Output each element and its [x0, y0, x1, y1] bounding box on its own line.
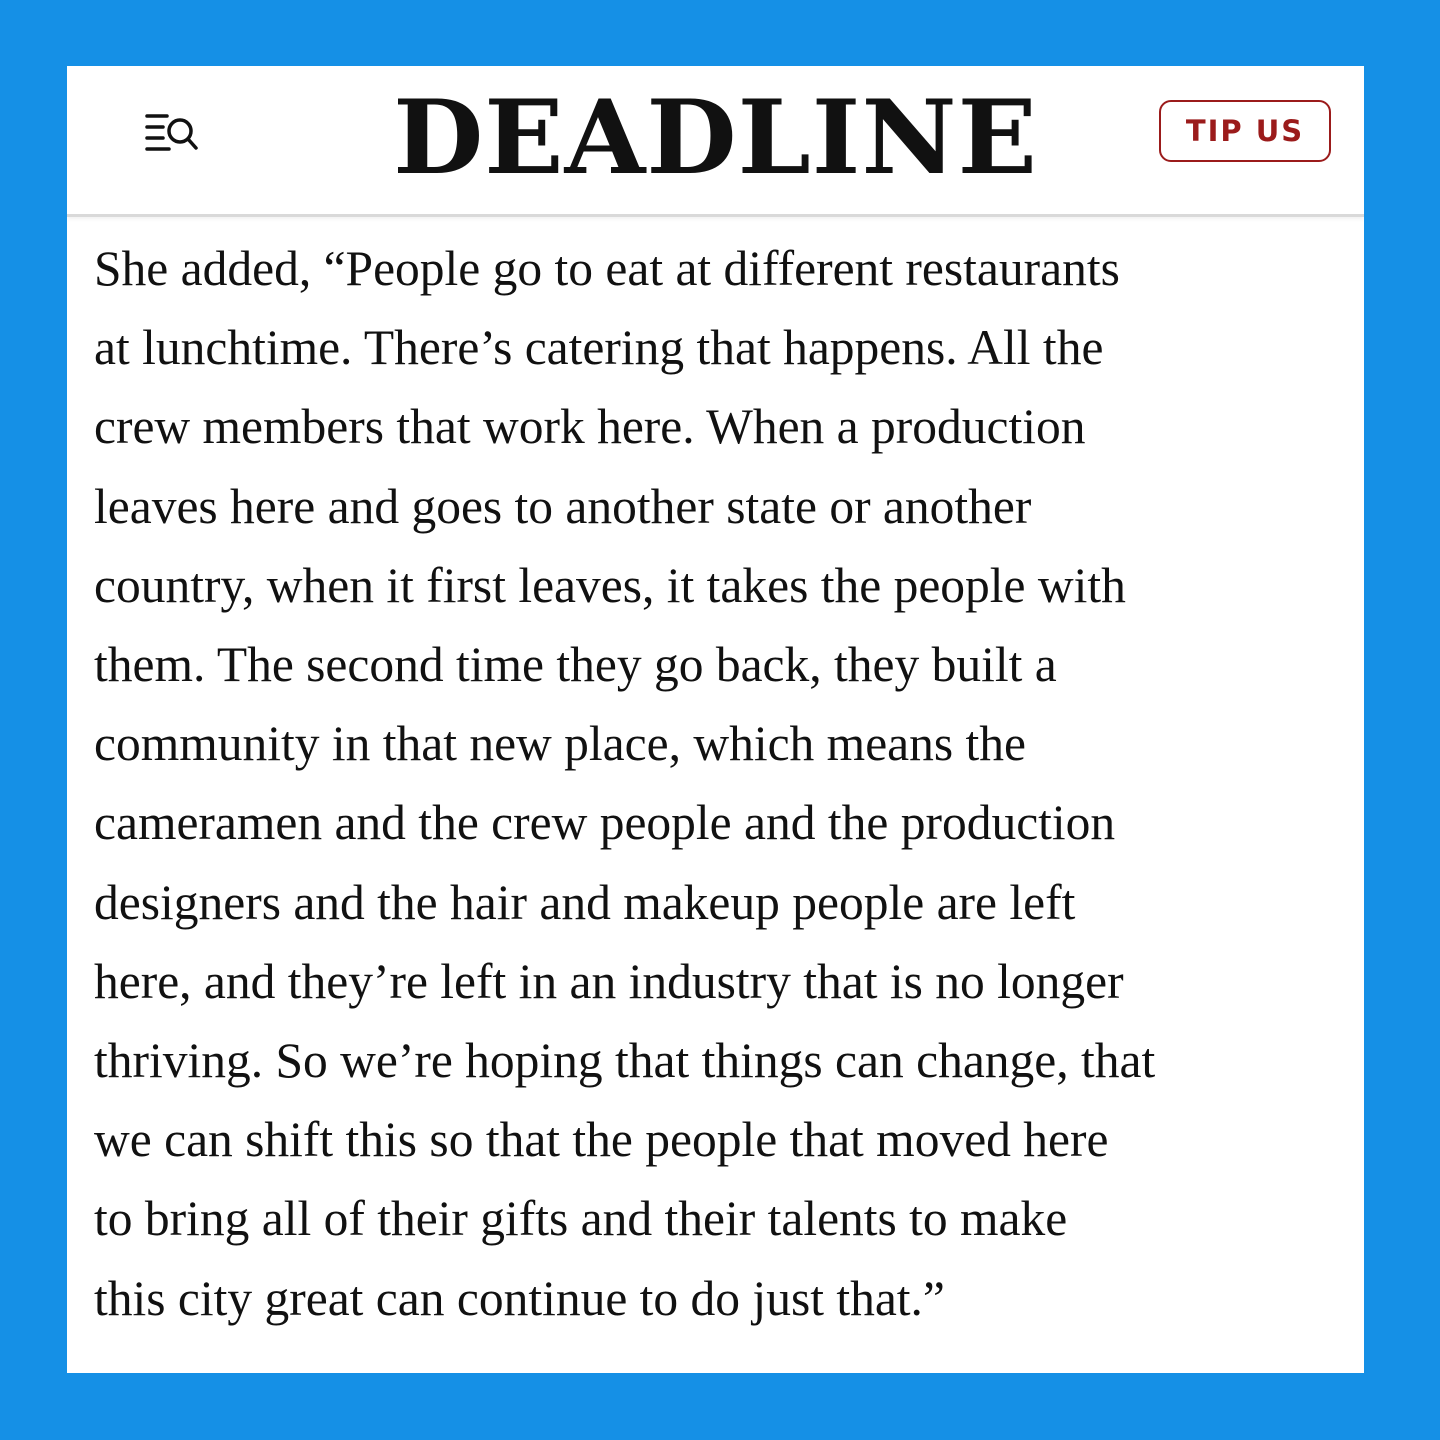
article-line: at lunchtime. There’s catering that happens. All the: [94, 320, 1104, 376]
article-line: this city great can continue to do just that.”: [94, 1270, 945, 1326]
tip-us-button[interactable]: TIP US: [1159, 100, 1331, 162]
article-line: leaves here and goes to another state or another: [94, 478, 1032, 534]
article-line: She added, “People go to eat at different restaurants: [94, 241, 1120, 296]
article-body: [94, 229, 1344, 1338]
article-line: we can shift this so that the people that moved here: [94, 1112, 1109, 1168]
article-line: community in that new place, which means the: [94, 716, 1026, 772]
article-line: country, when it first leaves, it takes the people with: [94, 557, 1126, 613]
article-line: them. The second time they go back, they built a: [94, 637, 1057, 693]
site-logo[interactable]: DEADLINE: [393, 78, 1038, 198]
article-line: cameramen and the crew people and the production: [94, 795, 1116, 851]
article-line: designers and the hair and makeup people are left: [94, 874, 1076, 930]
article-line: here, and they’re left in an industry that is no longer: [94, 953, 1124, 1009]
article-line: crew members that work here. When a production: [94, 399, 1086, 455]
site-header: [67, 66, 1364, 217]
article-card: [67, 66, 1364, 1373]
article-line: thriving. So we’re hoping that things can change, that: [94, 1033, 1156, 1089]
article-line: to bring all of their gifts and their talents to make: [94, 1191, 1068, 1247]
